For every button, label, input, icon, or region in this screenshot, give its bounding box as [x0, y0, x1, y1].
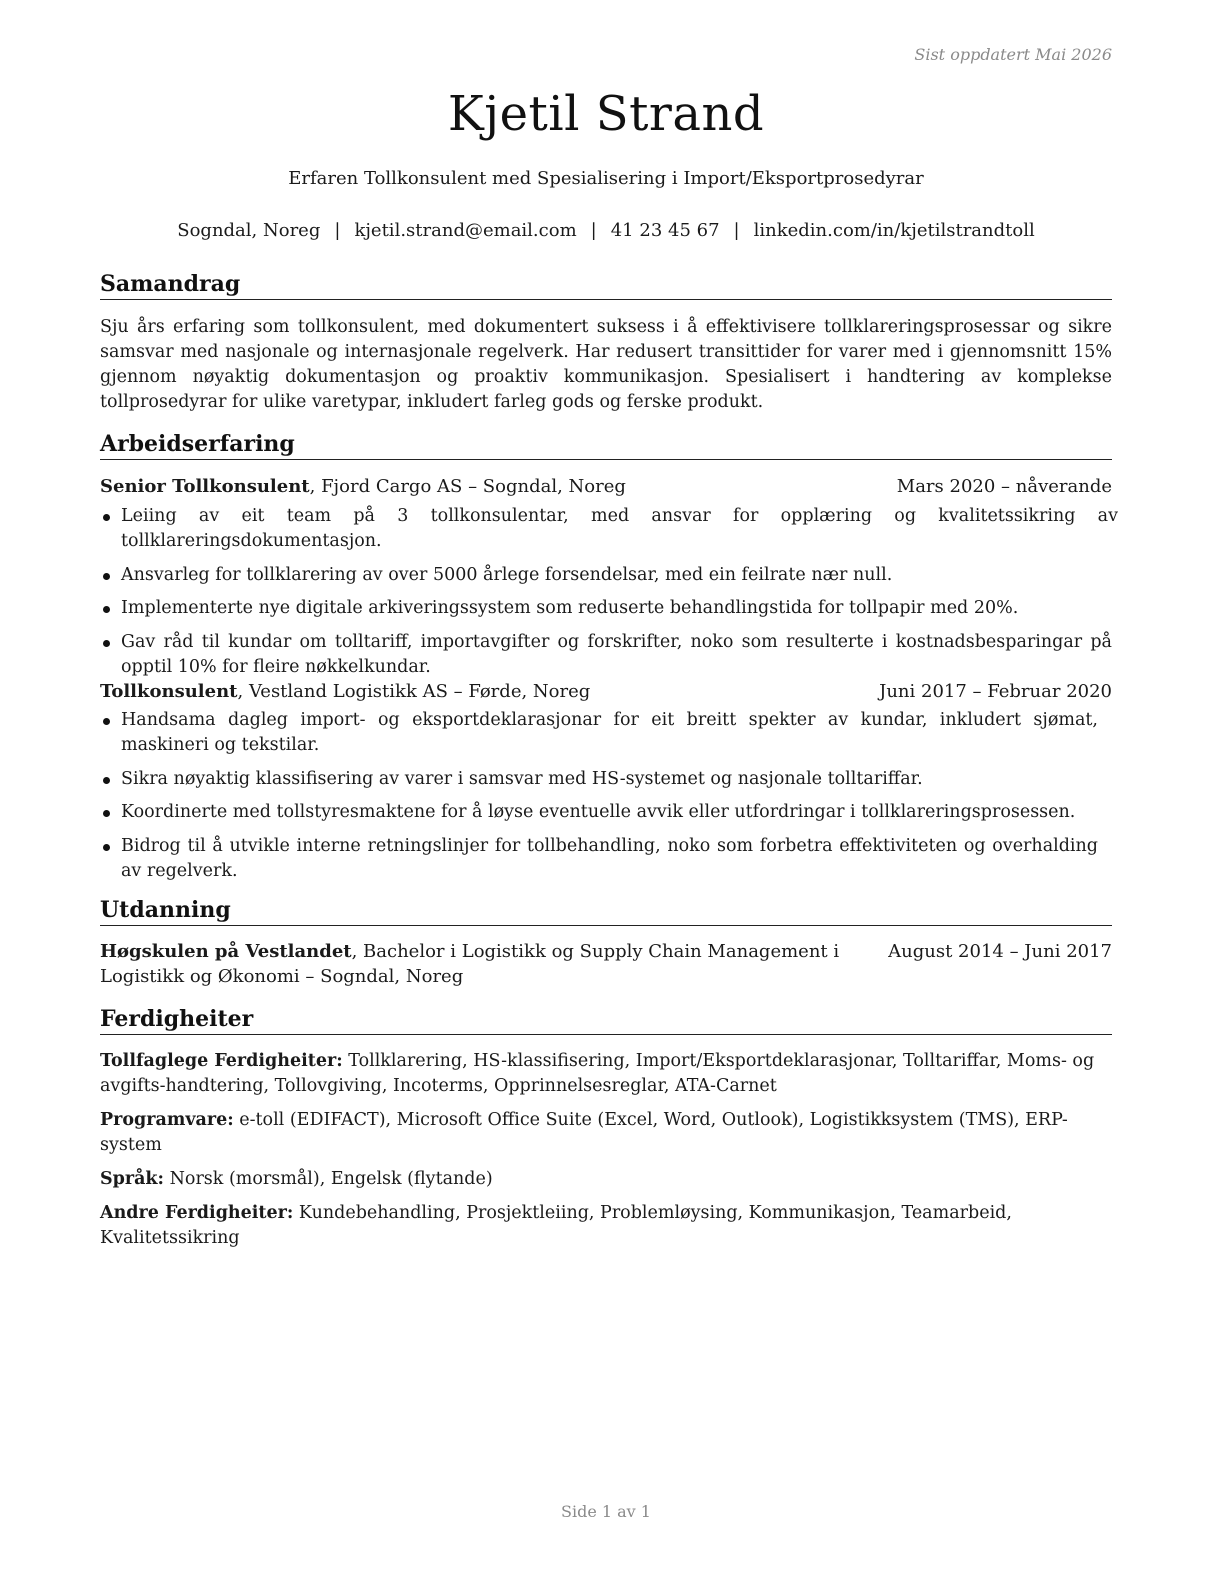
skill-row: [100, 1167, 1118, 1192]
bullet-item: Koordinerte med tollstyresmaktene for å løyse eventuelle avvik eller utfordringar i tollklareringsprosessen.: [100, 800, 1098, 825]
job-title: Senior Tollkonsulent: [100, 476, 310, 497]
job-title-line: [100, 679, 590, 704]
bullet-item: Implementerte nye digitale arkiveringssystem som reduserte behandlingstida for tollpapir med 20%.: [100, 596, 1118, 621]
job-dates: Juni 2017 – Februar 2020: [879, 681, 1112, 702]
job-details: , Vestland Logistikk AS – Førde, Noreg: [237, 681, 591, 702]
last-updated: Sist oppdatert Mai 2026: [914, 45, 1112, 64]
degree-details: , Bachelor i Logistikk og Supply Chain Management i Logistikk og Økonomi – Sogndal, Noreg: [100, 941, 840, 987]
contact-separator: |: [590, 220, 597, 241]
job-bullets: [100, 504, 1118, 688]
skill-label: Andre Ferdigheiter:: [100, 1203, 294, 1223]
skill-row: [100, 1049, 1118, 1099]
skill-value: e-toll (EDIFACT), Microsoft Office Suite (Excel, Word, Outlook), Logistikksystem (TMS), ERP-system: [100, 1110, 1068, 1155]
job-dates: Mars 2020 – nåverande: [896, 476, 1112, 497]
skill-label: Tollfaglege Ferdigheiter:: [100, 1051, 343, 1071]
summary-text: Sju års erfaring som tollkonsulent, med dokumentert suksess i å effektivisere tollklareringsprosessar og sikre samsvar med nasjonale og internasjonale regelverk. Har redusert transittider for varer med i gjennomsnitt 15% gjennom nøyaktig dokumentasjon og proaktiv kommunikasjon. Spesialisert i handtering av komplekse tollprosedyrar for ulike varetypar, inkludert farleg gods og ferske produkt.: [100, 317, 1112, 412]
skills-heading: Ferdigheiter: [100, 1006, 1112, 1035]
education-heading: Utdanning: [100, 897, 1112, 926]
job-details: , Fjord Cargo AS – Sogndal, Noreg: [309, 476, 626, 497]
job-bullets: [100, 708, 1098, 892]
job-title: Tollkonsulent: [100, 681, 238, 702]
education-dates: August 2014 – Juni 2017: [888, 941, 1112, 962]
resume-page: [100, 0, 1118, 1584]
skill-value: Norsk (morsmål), Engelsk (flytande): [164, 1169, 493, 1189]
bullet-item: Leiing av eit team på 3 tollkonsulentar, med ansvar for opplæring og kvalitetssikring av tollklareringsdokumentasjon.: [100, 504, 1118, 554]
skill-row: [100, 1108, 1118, 1158]
bullet-item: Handsama dagleg import- og eksportdeklarasjonar for eit breitt spekter av kundar, inkludert sjømat, maskineri og tekstilar.: [100, 708, 1098, 758]
job-header: [100, 679, 1112, 704]
bullet-item: Ansvarleg for tollklarering av over 5000 årlege forsendelsar, med ein feilrate nær null.: [100, 563, 1118, 588]
page-number: Side 1 av 1: [561, 1502, 651, 1521]
contact-separator: |: [733, 220, 740, 241]
candidate-name: Kjetil Strand: [447, 86, 765, 142]
contact-phone: 41 23 45 67: [610, 220, 720, 241]
job-title-line: [100, 474, 626, 499]
tagline: Erfaren Tollkonsulent med Spesialisering i Import/Eksportprosedyrar: [288, 168, 924, 189]
contact-separator: |: [334, 220, 341, 241]
summary-heading: Samandrag: [100, 271, 1112, 300]
job-header: [100, 474, 1112, 499]
skill-label: Språk:: [100, 1169, 165, 1189]
education-entry: [100, 939, 1112, 989]
education-details-line: [100, 939, 890, 989]
school-name: Høgskulen på Vestlandet: [100, 941, 352, 962]
contact-location: Sogndal, Noreg: [177, 220, 321, 241]
skills-list: [100, 1049, 1118, 1260]
bullet-item: Gav råd til kundar om tolltariff, importavgifter og forskrifter, noko som resulterte i kostnadsbesparingar på opptil 10% for fleire nøkkelkundar.: [100, 630, 1112, 680]
experience-heading: Arbeidserfaring: [100, 431, 1112, 460]
contact-line: [100, 220, 1112, 241]
contact-linkedin[interactable]: linkedin.com/in/kjetilstrandtoll: [753, 220, 1035, 241]
skill-label: Programvare:: [100, 1110, 234, 1130]
skill-value: Tollklarering, HS-klassifisering, Import/Eksportdeklarasjonar, Tolltariffar, Moms- og avgifts-handtering, Tollovgiving, Incoterms, Opprinnelsesreglar, ATA-Carnet: [100, 1051, 1095, 1096]
contact-email[interactable]: kjetil.strand@email.com: [354, 220, 577, 241]
skill-value: Kundebehandling, Prosjektleiing, Problemløysing, Kommunikasjon, Teamarbeid, Kvalitetssikring: [100, 1203, 1012, 1248]
bullet-item: Bidrog til å utvikle interne retningslinjer for tollbehandling, noko som forbetra effektiviteten og overhalding av regelverk.: [100, 834, 1098, 884]
bullet-item: Sikra nøyaktig klassifisering av varer i samsvar med HS-systemet og nasjonale tolltariffar.: [100, 767, 1098, 792]
skill-row: [100, 1201, 1118, 1251]
